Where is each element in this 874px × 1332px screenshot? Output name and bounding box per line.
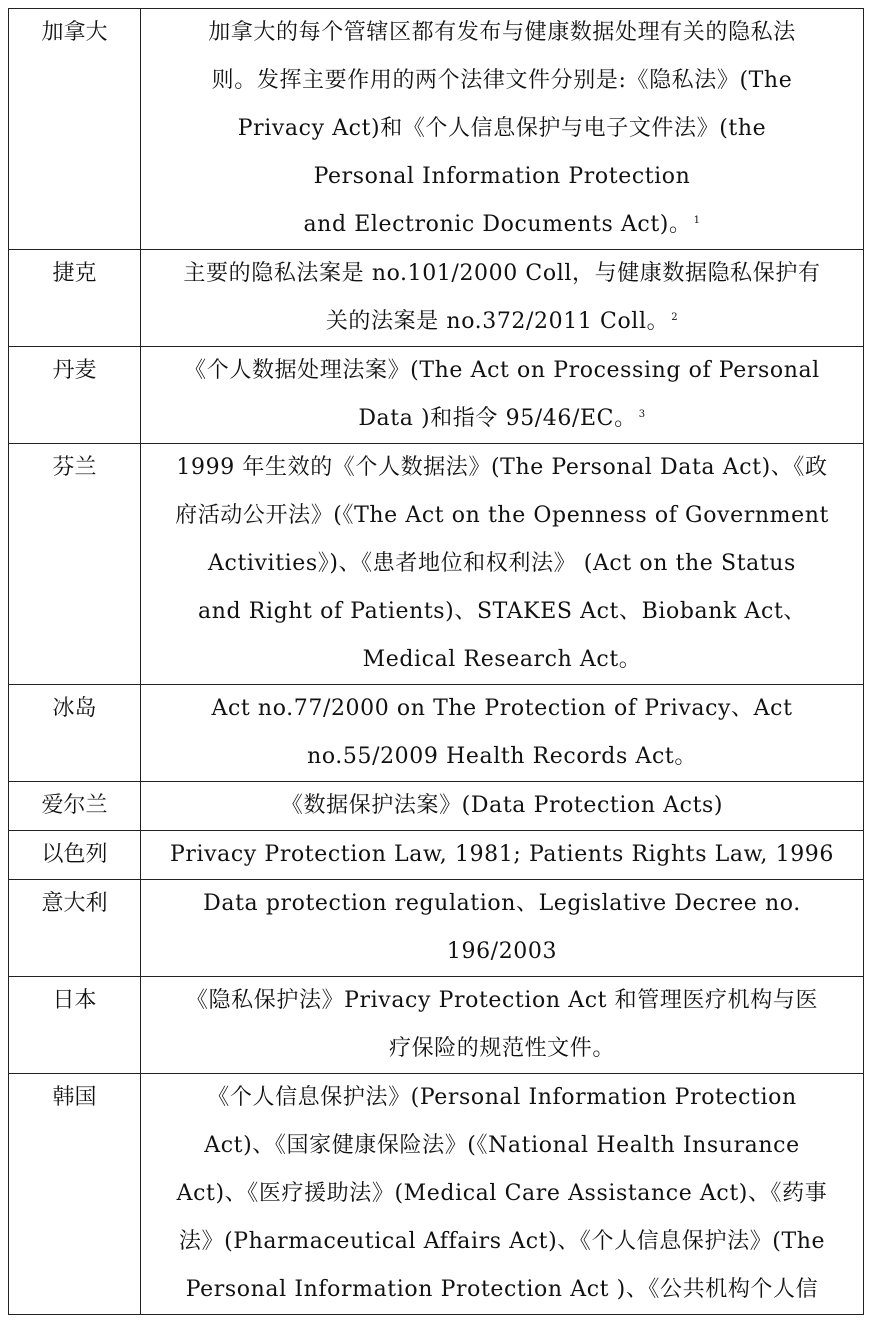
law-text: no.55/2009 Health Records Act。 [307, 744, 697, 769]
footnote-marker[interactable]: 2 [671, 311, 679, 323]
law-text: 《个人信息保护法》(Personal Information Protection [207, 1085, 797, 1110]
law-text: 196/2003 [446, 939, 558, 964]
law-text: 则。发挥主要作用的两个法律文件分别是:《隐私法》(The [211, 68, 793, 93]
table-row [9, 977, 864, 1074]
table-body [9, 9, 864, 1315]
law-description-cell [141, 685, 864, 782]
law-text-line [149, 588, 855, 636]
country-cell: 捷克 [9, 250, 141, 347]
law-text-line [149, 395, 855, 443]
country-cell: 芬兰 [9, 444, 141, 685]
law-text-line [149, 782, 855, 830]
law-text-line [149, 831, 855, 879]
law-text: 法》(Pharmaceutical Affairs Act)、《个人信息保护法》(The [178, 1229, 826, 1254]
country-cell: 韩国 [9, 1074, 141, 1315]
law-text-line [149, 1218, 855, 1266]
law-text: Data protection regulation、Legislative Decree no. [203, 891, 801, 916]
table-row [9, 9, 864, 250]
law-text: 《隐私保护法》Privacy Protection Act 和管理医疗机构与医 [185, 988, 819, 1013]
law-text-line [149, 201, 855, 249]
law-table-container [8, 8, 864, 1328]
law-text: Data )和指令 95/46/EC。 [358, 406, 637, 431]
law-text: and Right of Patients)、STAKES Act、Biobank Act、 [198, 599, 806, 624]
law-text-line [149, 880, 855, 928]
law-text-line [149, 1170, 855, 1218]
law-description-cell [141, 250, 864, 347]
law-text-line [149, 347, 855, 395]
law-text: Act no.77/2000 on The Protection of Privacy、Act [211, 696, 793, 721]
law-text: 加拿大的每个管辖区都有发布与健康数据处理有关的隐私法 [208, 20, 796, 45]
law-description-cell [141, 782, 864, 831]
table-row [9, 782, 864, 831]
law-text: 疗保险的规范性文件。 [388, 1036, 615, 1061]
country-cell: 冰岛 [9, 685, 141, 782]
country-cell: 丹麦 [9, 347, 141, 444]
law-text-line [149, 977, 855, 1025]
law-text: Act)、《国家健康保险法》(《National Health Insurance [204, 1133, 800, 1158]
law-text: Activities》)、《患者地位和权利法》 (Act on the Status [208, 551, 796, 576]
law-text-line [149, 57, 855, 105]
law-description-cell [141, 347, 864, 444]
law-text: 1999 年生效的《个人数据法》(The Personal Data Act)、《政 [176, 455, 828, 480]
law-text-line [149, 1122, 855, 1170]
law-description-cell [141, 831, 864, 880]
law-text-line [149, 1025, 855, 1073]
law-text-line [149, 444, 855, 492]
law-text-line [149, 540, 855, 588]
country-cell: 日本 [9, 977, 141, 1074]
country-cell: 爱尔兰 [9, 782, 141, 831]
law-description-cell [141, 977, 864, 1074]
law-description-cell [141, 444, 864, 685]
law-text: Personal Information Protection [313, 164, 691, 189]
law-text-line [149, 105, 855, 153]
law-text: Personal Information Protection Act )、《公共机构个人信 [185, 1277, 819, 1302]
law-text-line [149, 1074, 855, 1122]
law-text-line [149, 928, 855, 976]
privacy-law-table [8, 8, 864, 1315]
law-text: Privacy Act)和《个人信息保护与电子文件法》(the [237, 116, 767, 141]
law-description-cell [141, 9, 864, 250]
country-cell: 以色列 [9, 831, 141, 880]
law-text-line [149, 298, 855, 346]
law-text: Privacy Protection Law, 1981; Patients Rights Law, 1996 [169, 842, 835, 867]
law-text: Act)、《医疗援助法》(Medical Care Assistance Act)、《药事 [176, 1181, 828, 1206]
table-row [9, 347, 864, 444]
table-row [9, 880, 864, 977]
law-text: 府活动公开法》(《The Act on the Openness of Government [175, 503, 829, 528]
law-text-line [149, 492, 855, 540]
law-text-line [149, 636, 855, 684]
law-text-line [149, 153, 855, 201]
table-row [9, 250, 864, 347]
table-row [9, 831, 864, 880]
law-text: 主要的隐私法案是 no.101/2000 Coll，与健康数据隐私保护有 [183, 261, 821, 286]
law-text: 关的法案是 no.372/2011 Coll。 [325, 309, 670, 334]
country-cell: 意大利 [9, 880, 141, 977]
law-text: and Electronic Documents Act)。 [303, 212, 692, 237]
table-row [9, 444, 864, 685]
law-text: 《数据保护法案》(Data Protection Acts) [280, 793, 724, 818]
law-description-cell [141, 880, 864, 977]
law-description-cell [141, 1074, 864, 1315]
table-row [9, 1074, 864, 1315]
table-row [9, 685, 864, 782]
footnote-marker[interactable]: 3 [638, 408, 646, 420]
law-text: 《个人数据处理法案》(The Act on Processing of Personal [184, 358, 820, 383]
law-text-line [149, 1266, 855, 1314]
law-text-line [149, 250, 855, 298]
law-text-line [149, 733, 855, 781]
country-cell: 加拿大 [9, 9, 141, 250]
footnote-marker[interactable]: 1 [693, 214, 701, 226]
law-text-line [149, 685, 855, 733]
law-text: Medical Research Act。 [362, 647, 642, 672]
law-text-line [149, 9, 855, 57]
